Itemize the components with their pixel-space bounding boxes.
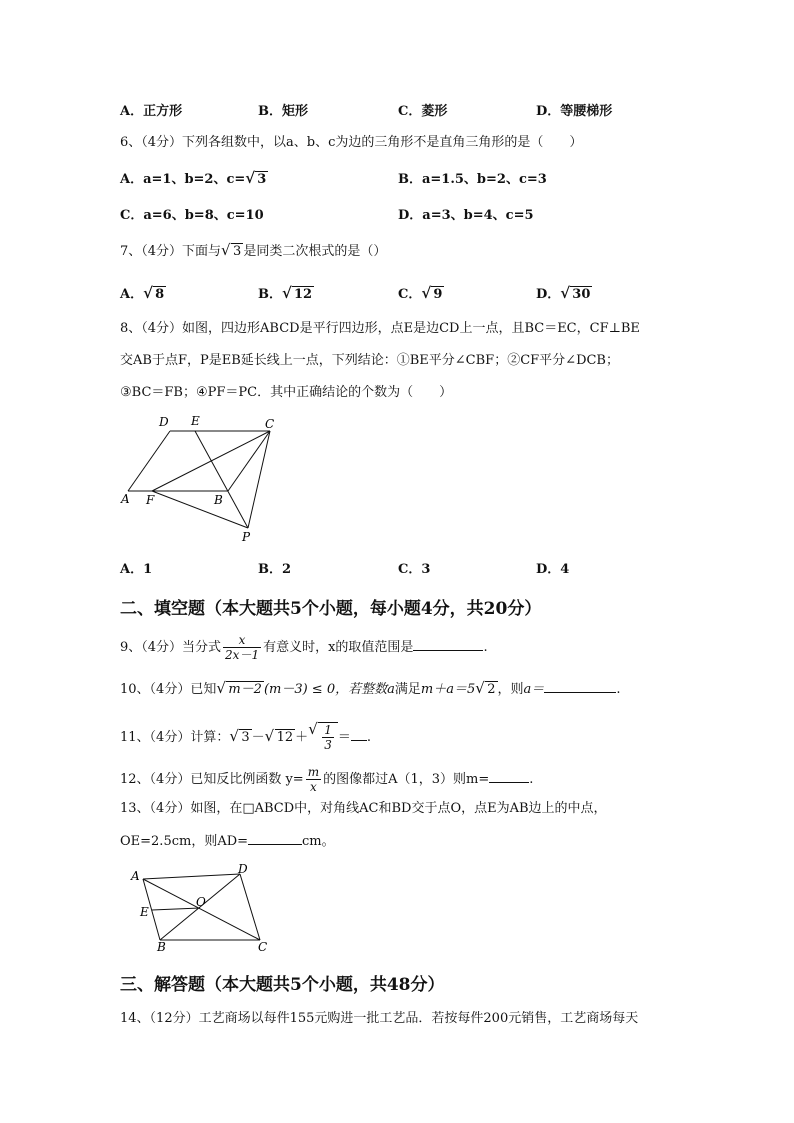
q13-edge-dc bbox=[240, 874, 260, 940]
q10-end: . bbox=[616, 682, 621, 697]
q11-plus: ＋ bbox=[295, 730, 309, 745]
q8-option-d: D．4 bbox=[536, 562, 570, 577]
q12-end: . bbox=[529, 772, 534, 787]
q12-numerator: m bbox=[307, 765, 320, 779]
sqrt-symbol bbox=[423, 286, 444, 304]
q8-segment-cf bbox=[152, 431, 270, 491]
q9-pre: 9、（4分）当分式 bbox=[120, 640, 222, 655]
q10-radicand: m－2 bbox=[228, 682, 262, 697]
sqrt-symbol bbox=[477, 681, 497, 699]
q9-numerator: x bbox=[238, 633, 246, 647]
q7-option-a-label: A． bbox=[120, 287, 144, 302]
q8-segment-cp bbox=[248, 431, 270, 528]
q13-edge-ad bbox=[143, 874, 240, 879]
q13-parallelogram-figure bbox=[128, 862, 278, 954]
q8-label-p: P bbox=[242, 530, 251, 544]
q7-option-a bbox=[120, 286, 166, 304]
q7-option-d bbox=[536, 286, 592, 304]
q6-option-a-text: A．a=1、b=2、c= bbox=[120, 172, 246, 187]
q8-option-a: A．1 bbox=[120, 562, 153, 577]
q10-answer-blank[interactable] bbox=[544, 680, 616, 693]
q8-segment-fp bbox=[152, 491, 248, 528]
q7-option-c-label: C． bbox=[398, 287, 422, 302]
q9-answer-blank[interactable] bbox=[413, 638, 483, 651]
q13-label-d: D bbox=[238, 862, 248, 876]
q11-radicand-2: 12 bbox=[276, 730, 294, 745]
q7-option-a-radicand: 8 bbox=[155, 287, 165, 302]
q7-stem-pre: 7、（4分）下面与 bbox=[120, 244, 222, 259]
q6-stem: 6、（4分）下列各组数中，以a、b、c为边的三角形不是直角三角形的是（ ） bbox=[120, 135, 583, 150]
q13-line-2-pre: OE=2.5cm，则AD= bbox=[120, 834, 249, 849]
q12-answer-blank[interactable] bbox=[489, 770, 529, 783]
sqrt-symbol bbox=[284, 286, 314, 304]
q8-line-3: ③BC＝FB；④PF＝PC．其中正确结论的个数为（ ） bbox=[120, 385, 453, 400]
q13-line-1: 13、（4分）如图，在□ABCD中，对角线AC和BD交于点O，点E为AB边上的中点， bbox=[120, 801, 607, 816]
q11-answer-blank[interactable] bbox=[351, 728, 367, 741]
q5-option-d: D．等腰梯形 bbox=[536, 104, 613, 119]
q8-label-c: C bbox=[265, 417, 275, 431]
q10-mid2: 满足 bbox=[394, 682, 421, 697]
sqrt-symbol bbox=[218, 681, 264, 699]
q10-mid3: ，则 bbox=[497, 682, 524, 697]
q12-fraction bbox=[306, 765, 321, 794]
q7-option-c-radicand: 9 bbox=[433, 287, 443, 302]
q6-option-b: B．a=1.5、b=2、c=3 bbox=[398, 172, 547, 187]
q7-option-b bbox=[258, 286, 314, 304]
q11-pre: 11、（4分）计算： bbox=[120, 730, 230, 745]
sqrt-symbol bbox=[231, 729, 251, 747]
q6-option-a bbox=[120, 171, 268, 189]
sqrt-symbol bbox=[223, 243, 243, 261]
q12-pre: 12、（4分）已知反比例函数 y= bbox=[120, 772, 304, 787]
q13-label-b: B bbox=[157, 940, 166, 954]
q11-fraction bbox=[322, 723, 334, 752]
section-3-heading: 三、解答题（本大题共5个小题，共48分） bbox=[120, 975, 445, 995]
q8-label-d: D bbox=[159, 415, 169, 429]
q11-equals: ＝ bbox=[337, 730, 351, 745]
q10-pre: 10、（4分）已知 bbox=[120, 682, 217, 697]
q5-option-b: B．矩形 bbox=[258, 104, 308, 119]
q10-eq: m＋a＝5 bbox=[420, 682, 476, 697]
q7-option-b-label: B． bbox=[258, 287, 282, 302]
q7-stem bbox=[120, 243, 386, 261]
q8-label-e: E bbox=[191, 414, 200, 428]
q11-denominator: 3 bbox=[324, 738, 332, 752]
q11-radicand-1: 3 bbox=[241, 730, 250, 745]
q5-option-c: C．菱形 bbox=[398, 104, 448, 119]
q8-line-1: 8、（4分）如图，四边形ABCD是平行四边形，点E是边CD上一点，且BC＝EC，CF⊥BE bbox=[120, 321, 640, 336]
q13-label-o: O bbox=[196, 895, 206, 909]
q13-line-2 bbox=[120, 832, 335, 851]
q9-denominator: 2x－1 bbox=[225, 648, 260, 662]
q6-option-a-radicand: 3 bbox=[257, 172, 267, 187]
q10-radicand-2: 2 bbox=[487, 682, 496, 697]
q13-answer-blank[interactable] bbox=[248, 832, 302, 845]
q11-end: . bbox=[366, 730, 371, 745]
q11 bbox=[120, 722, 371, 752]
q13-label-e: E bbox=[140, 905, 149, 919]
q12 bbox=[120, 765, 533, 794]
q14-line-1: 14、（12分）工艺商场以每件155元购进一批工艺品．若按每件200元销售，工艺商场每天 bbox=[120, 1011, 639, 1026]
q7-stem-radicand: 3 bbox=[233, 244, 242, 259]
q9 bbox=[120, 633, 488, 662]
q7-option-d-radicand: 30 bbox=[572, 287, 591, 302]
q9-fraction bbox=[223, 633, 261, 662]
q9-end: . bbox=[483, 640, 488, 655]
sqrt-symbol bbox=[247, 171, 268, 189]
q12-post: 的图像都过A（1，3）则m= bbox=[323, 772, 490, 787]
q11-minus: － bbox=[251, 730, 265, 745]
q10 bbox=[120, 680, 620, 699]
q8-label-a: A bbox=[121, 492, 130, 506]
q8-label-b: B bbox=[214, 493, 223, 507]
q10-mid: (m－3) ≤ 0，若整数 bbox=[263, 682, 388, 697]
q13-segment-eo bbox=[152, 908, 200, 910]
q6-option-c: C．a=6、b=8、c=10 bbox=[120, 208, 264, 223]
q13-label-c: C bbox=[258, 940, 268, 954]
q10-eq2: a＝ bbox=[523, 682, 545, 697]
q11-numerator: √ 1 bbox=[324, 723, 332, 737]
q12-denominator: x bbox=[306, 779, 321, 794]
q8-option-c: C．3 bbox=[398, 562, 431, 577]
q7-option-b-radicand: 12 bbox=[294, 287, 313, 302]
section-2-heading: 二、填空题（本大题共5个小题，每小题4分，共20分） bbox=[120, 599, 542, 619]
q13-label-a: A bbox=[131, 869, 140, 883]
sqrt-symbol bbox=[145, 286, 166, 304]
sqrt-symbol bbox=[310, 722, 338, 752]
q8-edge-da bbox=[128, 431, 170, 491]
q7-option-d-label: D． bbox=[536, 287, 561, 302]
q5-option-a: A．正方形 bbox=[120, 104, 183, 119]
sqrt-symbol bbox=[562, 286, 592, 304]
q8-label-f: F bbox=[146, 493, 155, 507]
q8-parallelogram-figure bbox=[115, 408, 285, 548]
q10-var: a bbox=[387, 682, 395, 697]
q9-post: 有意义时，x的取值范围是 bbox=[263, 640, 414, 655]
q7-option-c bbox=[398, 286, 444, 304]
q8-segment-ep bbox=[195, 431, 248, 528]
sqrt-symbol bbox=[267, 729, 296, 747]
q13-line-2-post: cm。 bbox=[302, 834, 335, 849]
q6-option-d: D．a=3、b=4、c=5 bbox=[398, 208, 534, 223]
q7-stem-post: 是同类二次根式的是（） bbox=[243, 244, 387, 259]
q8-line-2: 交AB于点F，P是EB延长线上一点，下列结论：①BE平分∠CBF；②CF平分∠DCB； bbox=[120, 353, 619, 368]
q8-option-b: B．2 bbox=[258, 562, 292, 577]
